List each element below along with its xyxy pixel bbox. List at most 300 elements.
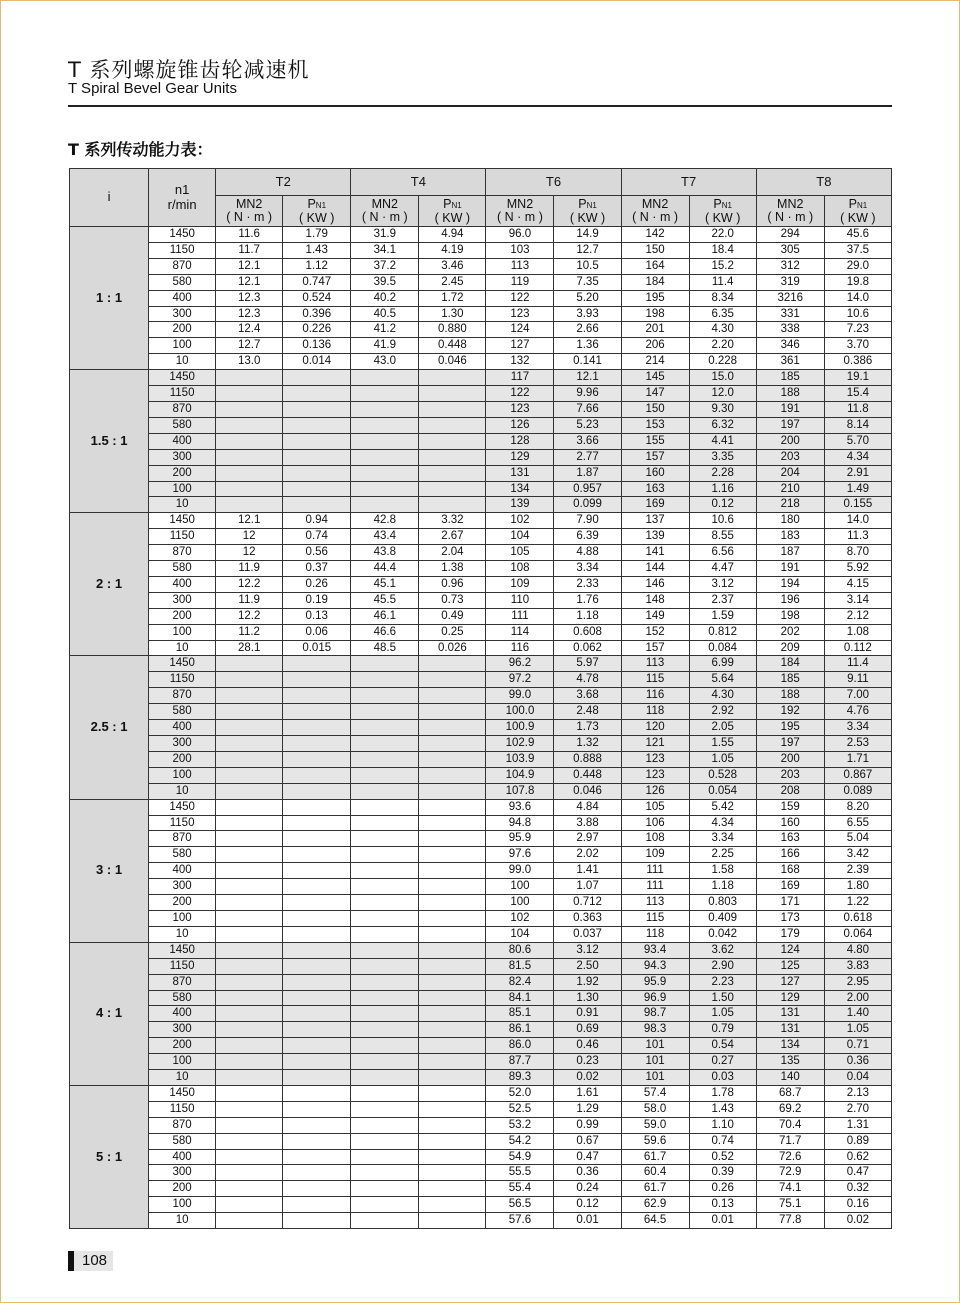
- table-cell: [216, 847, 283, 863]
- table-cell: 57.6: [486, 1213, 554, 1229]
- table-cell: 195: [756, 720, 824, 736]
- table-cell: [419, 990, 486, 1006]
- table-cell: 3216: [756, 290, 824, 306]
- table-cell: 2.97: [554, 831, 621, 847]
- table-cell: 1.41: [554, 863, 621, 879]
- ratio-cell: 5 : 1: [70, 1085, 149, 1228]
- table-cell: 6.55: [824, 815, 891, 831]
- table-cell: [419, 1006, 486, 1022]
- table-cell: 40.5: [351, 306, 419, 322]
- table-cell: 15.2: [689, 258, 756, 274]
- speed-cell: 200: [149, 322, 216, 338]
- table-cell: 0.803: [689, 895, 756, 911]
- table-cell: 150: [621, 242, 689, 258]
- speed-cell: 580: [149, 990, 216, 1006]
- speed-cell: 10: [149, 1070, 216, 1086]
- pn1-unit: ( KW ): [299, 210, 335, 225]
- table-cell: 41.2: [351, 322, 419, 338]
- table-cell: [419, 704, 486, 720]
- table-cell: [283, 386, 351, 402]
- table-cell: [216, 1054, 283, 1070]
- table-cell: 101: [621, 1054, 689, 1070]
- table-row: [70, 592, 892, 608]
- mn2-unit: ( N · m ): [361, 210, 408, 224]
- table-cell: [283, 704, 351, 720]
- mn2-unit: ( N · m ): [632, 210, 678, 224]
- table-cell: [419, 1022, 486, 1038]
- speed-cell: 100: [149, 910, 216, 926]
- speed-cell: 580: [149, 704, 216, 720]
- table-cell: 0.74: [689, 1133, 756, 1149]
- table-cell: 0.02: [554, 1070, 621, 1086]
- table-cell: 113: [621, 656, 689, 672]
- table-cell: 140: [756, 1070, 824, 1086]
- table-cell: 100: [486, 879, 554, 895]
- table-cell: [283, 672, 351, 688]
- table-cell: 0.026: [419, 640, 486, 656]
- table-cell: 11.2: [216, 624, 283, 640]
- table-cell: 1.30: [419, 306, 486, 322]
- speed-cell: 100: [149, 624, 216, 640]
- page-title-english: T Spiral Bevel Gear Units: [68, 80, 237, 97]
- table-cell: [351, 1117, 419, 1133]
- table-cell: 206: [621, 338, 689, 354]
- table-row: [70, 497, 892, 513]
- table-cell: [419, 1213, 486, 1229]
- table-cell: 171: [756, 895, 824, 911]
- table-cell: 129: [756, 990, 824, 1006]
- table-row: [70, 640, 892, 656]
- ratio-group: [70, 227, 892, 370]
- table-cell: 4.15: [824, 576, 891, 592]
- table-cell: 8.14: [824, 417, 891, 433]
- table-cell: [419, 481, 486, 497]
- table-cell: 1.05: [689, 1006, 756, 1022]
- table-cell: 0.91: [554, 1006, 621, 1022]
- table-cell: 15.4: [824, 386, 891, 402]
- table-cell: 1.71: [824, 751, 891, 767]
- table-cell: [283, 863, 351, 879]
- table-cell: [419, 974, 486, 990]
- table-cell: 132: [486, 354, 554, 370]
- table-cell: 31.9: [351, 227, 419, 243]
- table-cell: [351, 481, 419, 497]
- table-cell: 169: [621, 497, 689, 513]
- table-cell: 0.96: [419, 576, 486, 592]
- speed-cell: 870: [149, 258, 216, 274]
- table-cell: [283, 958, 351, 974]
- table-cell: 99.0: [486, 863, 554, 879]
- table-cell: 11.4: [689, 274, 756, 290]
- table-cell: [283, 1070, 351, 1086]
- table-cell: [216, 401, 283, 417]
- table-cell: 0.36: [824, 1054, 891, 1070]
- table-cell: 5.23: [554, 417, 621, 433]
- table-cell: 0.712: [554, 895, 621, 911]
- table-cell: 126: [621, 783, 689, 799]
- table-row: [70, 449, 892, 465]
- table-cell: 139: [486, 497, 554, 513]
- table-row: [70, 227, 892, 243]
- table-cell: 5.70: [824, 433, 891, 449]
- table-cell: 100: [486, 895, 554, 911]
- table-cell: 0.812: [689, 624, 756, 640]
- table-cell: 57.4: [621, 1085, 689, 1101]
- table-row: [70, 990, 892, 1006]
- table-cell: 72.9: [756, 1165, 824, 1181]
- table-cell: 53.2: [486, 1117, 554, 1133]
- table-cell: 86.1: [486, 1022, 554, 1038]
- table-cell: 2.70: [824, 1101, 891, 1117]
- table-cell: [283, 465, 351, 481]
- table-cell: 3.88: [554, 815, 621, 831]
- table-cell: [216, 481, 283, 497]
- table-cell: 0.155: [824, 497, 891, 513]
- table-row: [70, 306, 892, 322]
- table-cell: 1.05: [824, 1022, 891, 1038]
- table-row: [70, 290, 892, 306]
- table-cell: 101: [621, 1070, 689, 1086]
- table-cell: 9.96: [554, 386, 621, 402]
- table-cell: 139: [621, 529, 689, 545]
- speed-cell: 1150: [149, 1101, 216, 1117]
- speed-cell: 100: [149, 1197, 216, 1213]
- mn2-unit: ( N · m ): [226, 210, 273, 224]
- table-cell: 0.141: [554, 354, 621, 370]
- table-cell: 2.20: [689, 338, 756, 354]
- table-cell: 11.7: [216, 242, 283, 258]
- table-cell: [351, 401, 419, 417]
- table-cell: 28.1: [216, 640, 283, 656]
- table-cell: [351, 1085, 419, 1101]
- pn1-unit: ( KW ): [840, 210, 876, 225]
- table-cell: 71.7: [756, 1133, 824, 1149]
- header-pn1-t8: [824, 196, 891, 227]
- table-cell: [351, 1133, 419, 1149]
- table-cell: 153: [621, 417, 689, 433]
- table-cell: 128: [486, 433, 554, 449]
- table-cell: 1.76: [554, 592, 621, 608]
- table-cell: [419, 831, 486, 847]
- speed-cell: 400: [149, 433, 216, 449]
- table-cell: 1.87: [554, 465, 621, 481]
- table-cell: 0.888: [554, 751, 621, 767]
- speed-cell: 300: [149, 1165, 216, 1181]
- table-cell: 198: [621, 306, 689, 322]
- table-cell: 2.92: [689, 704, 756, 720]
- table-cell: 0.02: [824, 1213, 891, 1229]
- table-cell: 305: [756, 242, 824, 258]
- table-cell: 7.90: [554, 513, 621, 529]
- table-cell: 85.1: [486, 1006, 554, 1022]
- table-cell: 48.5: [351, 640, 419, 656]
- table-cell: 2.28: [689, 465, 756, 481]
- ratio-group: [70, 942, 892, 1085]
- table-cell: 214: [621, 354, 689, 370]
- table-cell: 0.037: [554, 926, 621, 942]
- table-cell: 61.7: [621, 1181, 689, 1197]
- table-cell: 201: [621, 322, 689, 338]
- table-cell: 1.16: [689, 481, 756, 497]
- table-cell: 126: [486, 417, 554, 433]
- table-row: [70, 576, 892, 592]
- table-cell: 0.26: [689, 1181, 756, 1197]
- ratio-cell: 2.5 : 1: [70, 656, 149, 799]
- table-row: [70, 529, 892, 545]
- table-row: [70, 274, 892, 290]
- speed-cell: 400: [149, 576, 216, 592]
- table-cell: 4.78: [554, 672, 621, 688]
- pn1-unit: ( KW ): [434, 210, 471, 225]
- table-cell: 108: [486, 561, 554, 577]
- table-cell: 87.7: [486, 1054, 554, 1070]
- table-cell: 144: [621, 561, 689, 577]
- table-cell: 3.34: [824, 720, 891, 736]
- table-cell: [283, 433, 351, 449]
- table-cell: 0.67: [554, 1133, 621, 1149]
- table-cell: 2.13: [824, 1085, 891, 1101]
- table-cell: 0.46: [554, 1038, 621, 1054]
- table-row: [70, 672, 892, 688]
- table-cell: 1.49: [824, 481, 891, 497]
- table-cell: 149: [621, 608, 689, 624]
- header-ratio: i: [70, 169, 149, 227]
- table-row: [70, 545, 892, 561]
- table-row: [70, 974, 892, 990]
- table-cell: 74.1: [756, 1181, 824, 1197]
- speed-cell: 100: [149, 481, 216, 497]
- table-cell: 131: [756, 1006, 824, 1022]
- table-cell: 0.25: [419, 624, 486, 640]
- table-cell: [216, 386, 283, 402]
- table-cell: 1.80: [824, 879, 891, 895]
- table-cell: [351, 847, 419, 863]
- speed-cell: 1150: [149, 672, 216, 688]
- speed-cell: 580: [149, 1133, 216, 1149]
- table-cell: 93.4: [621, 942, 689, 958]
- table-cell: 127: [486, 338, 554, 354]
- table-cell: 84.1: [486, 990, 554, 1006]
- header-model-t8: T8: [756, 169, 891, 196]
- table-cell: 55.5: [486, 1165, 554, 1181]
- table-cell: 41.9: [351, 338, 419, 354]
- table-cell: [283, 879, 351, 895]
- table-cell: 0.618: [824, 910, 891, 926]
- table-cell: 2.23: [689, 974, 756, 990]
- table-row: [70, 561, 892, 577]
- table-cell: [419, 1165, 486, 1181]
- table-cell: 145: [621, 370, 689, 386]
- speed-cell: 200: [149, 1181, 216, 1197]
- table-cell: 0.084: [689, 640, 756, 656]
- table-cell: 4.30: [689, 688, 756, 704]
- speed-cell: 870: [149, 545, 216, 561]
- page-number: 108: [74, 1251, 113, 1271]
- header-pn1-t6: [554, 196, 621, 227]
- table-cell: 0.04: [824, 1070, 891, 1086]
- table-cell: 187: [756, 545, 824, 561]
- table-row: [70, 1054, 892, 1070]
- table-cell: 0.79: [689, 1022, 756, 1038]
- table-cell: 196: [756, 592, 824, 608]
- table-cell: 2.00: [824, 990, 891, 1006]
- table-cell: 134: [756, 1038, 824, 1054]
- table-cell: [216, 656, 283, 672]
- table-cell: 68.7: [756, 1085, 824, 1101]
- table-cell: 102: [486, 513, 554, 529]
- speed-cell: 1450: [149, 1085, 216, 1101]
- table-cell: 12.2: [216, 608, 283, 624]
- pn1-subscript: N1: [856, 200, 868, 210]
- table-cell: 3.12: [689, 576, 756, 592]
- table-cell: [419, 433, 486, 449]
- table-cell: 1.18: [554, 608, 621, 624]
- table-cell: 3.66: [554, 433, 621, 449]
- table-cell: 184: [756, 656, 824, 672]
- table-cell: 46.1: [351, 608, 419, 624]
- table-row: [70, 1149, 892, 1165]
- table-cell: 0.054: [689, 783, 756, 799]
- table-cell: 157: [621, 449, 689, 465]
- table-cell: [419, 370, 486, 386]
- table-cell: 99.0: [486, 688, 554, 704]
- table-cell: 125: [756, 958, 824, 974]
- speed-cell: 100: [149, 338, 216, 354]
- table-cell: [216, 1149, 283, 1165]
- table-row: [70, 704, 892, 720]
- table-cell: 1.08: [824, 624, 891, 640]
- mn2-label: MN2: [506, 197, 534, 211]
- table-cell: 0.69: [554, 1022, 621, 1038]
- table-cell: [351, 704, 419, 720]
- table-cell: [283, 481, 351, 497]
- table-cell: 43.8: [351, 545, 419, 561]
- header-mn2-t2: [216, 196, 283, 227]
- table-cell: 116: [621, 688, 689, 704]
- table-cell: [216, 1181, 283, 1197]
- table-cell: 0.136: [283, 338, 351, 354]
- table-cell: 12: [216, 529, 283, 545]
- table-cell: 18.4: [689, 242, 756, 258]
- table-cell: 4.34: [689, 815, 756, 831]
- table-cell: 0.867: [824, 767, 891, 783]
- table-cell: 195: [621, 290, 689, 306]
- table-cell: 3.14: [824, 592, 891, 608]
- table-cell: [283, 1038, 351, 1054]
- table-cell: [351, 815, 419, 831]
- table-row: [70, 338, 892, 354]
- table-cell: [419, 1101, 486, 1117]
- pn1-label: P: [443, 196, 452, 211]
- table-cell: 124: [756, 942, 824, 958]
- speed-cell: 200: [149, 608, 216, 624]
- table-cell: [419, 958, 486, 974]
- table-cell: 4.88: [554, 545, 621, 561]
- table-cell: [283, 910, 351, 926]
- table-cell: 89.3: [486, 1070, 554, 1086]
- table-cell: 8.20: [824, 799, 891, 815]
- header-pn1-t4: [419, 196, 486, 227]
- table-cell: 2.90: [689, 958, 756, 974]
- table-cell: [351, 497, 419, 513]
- table-cell: [351, 1006, 419, 1022]
- table-cell: [351, 879, 419, 895]
- table-cell: 12: [216, 545, 283, 561]
- table-cell: 169: [756, 879, 824, 895]
- table-cell: [283, 497, 351, 513]
- table-cell: [419, 879, 486, 895]
- table-cell: 100.0: [486, 704, 554, 720]
- table-cell: 5.92: [824, 561, 891, 577]
- pn1-subscript: N1: [586, 200, 597, 210]
- table-cell: 202: [756, 624, 824, 640]
- table-cell: 4.47: [689, 561, 756, 577]
- table-cell: 105: [486, 545, 554, 561]
- ratio-cell: 4 : 1: [70, 942, 149, 1085]
- table-cell: [283, 656, 351, 672]
- speed-cell: 1450: [149, 227, 216, 243]
- table-cell: [419, 401, 486, 417]
- table-cell: [351, 910, 419, 926]
- speed-cell: 300: [149, 1022, 216, 1038]
- table-cell: 0.99: [554, 1117, 621, 1133]
- table-cell: [216, 497, 283, 513]
- table-cell: [351, 1054, 419, 1070]
- table-cell: 160: [756, 815, 824, 831]
- ratio-group: [70, 656, 892, 799]
- table-cell: 45.6: [824, 227, 891, 243]
- pn1-label: P: [848, 196, 857, 211]
- table-cell: 8.55: [689, 529, 756, 545]
- table-cell: 44.4: [351, 561, 419, 577]
- table-cell: [283, 401, 351, 417]
- table-cell: [283, 783, 351, 799]
- header-mn2-t8: [756, 196, 824, 227]
- table-cell: 94.8: [486, 815, 554, 831]
- pn1-subscript: N1: [315, 200, 327, 210]
- table-cell: 109: [621, 847, 689, 863]
- table-cell: 131: [486, 465, 554, 481]
- table-cell: 12.1: [216, 513, 283, 529]
- table-cell: 70.4: [756, 1117, 824, 1133]
- table-row: [70, 1006, 892, 1022]
- table-row: [70, 736, 892, 752]
- table-cell: 1.18: [689, 879, 756, 895]
- table-cell: 115: [621, 910, 689, 926]
- table-cell: 2.37: [689, 592, 756, 608]
- table-cell: 111: [621, 879, 689, 895]
- table-cell: 0.39: [689, 1165, 756, 1181]
- table-cell: [419, 1117, 486, 1133]
- table-cell: 0.608: [554, 624, 621, 640]
- page-title-chinese: T 系列螺旋锥齿轮减速机: [68, 58, 310, 82]
- table-cell: [216, 895, 283, 911]
- table-row: [70, 926, 892, 942]
- table-cell: 0.363: [554, 910, 621, 926]
- table-cell: [216, 1197, 283, 1213]
- table-cell: 146: [621, 576, 689, 592]
- table-cell: 2.95: [824, 974, 891, 990]
- table-cell: 43.0: [351, 354, 419, 370]
- table-cell: 4.80: [824, 942, 891, 958]
- table-cell: 3.70: [824, 338, 891, 354]
- table-cell: 0.49: [419, 608, 486, 624]
- table-cell: 86.0: [486, 1038, 554, 1054]
- table-cell: 54.2: [486, 1133, 554, 1149]
- table-row: [70, 1165, 892, 1181]
- table-cell: 97.2: [486, 672, 554, 688]
- table-cell: 134: [486, 481, 554, 497]
